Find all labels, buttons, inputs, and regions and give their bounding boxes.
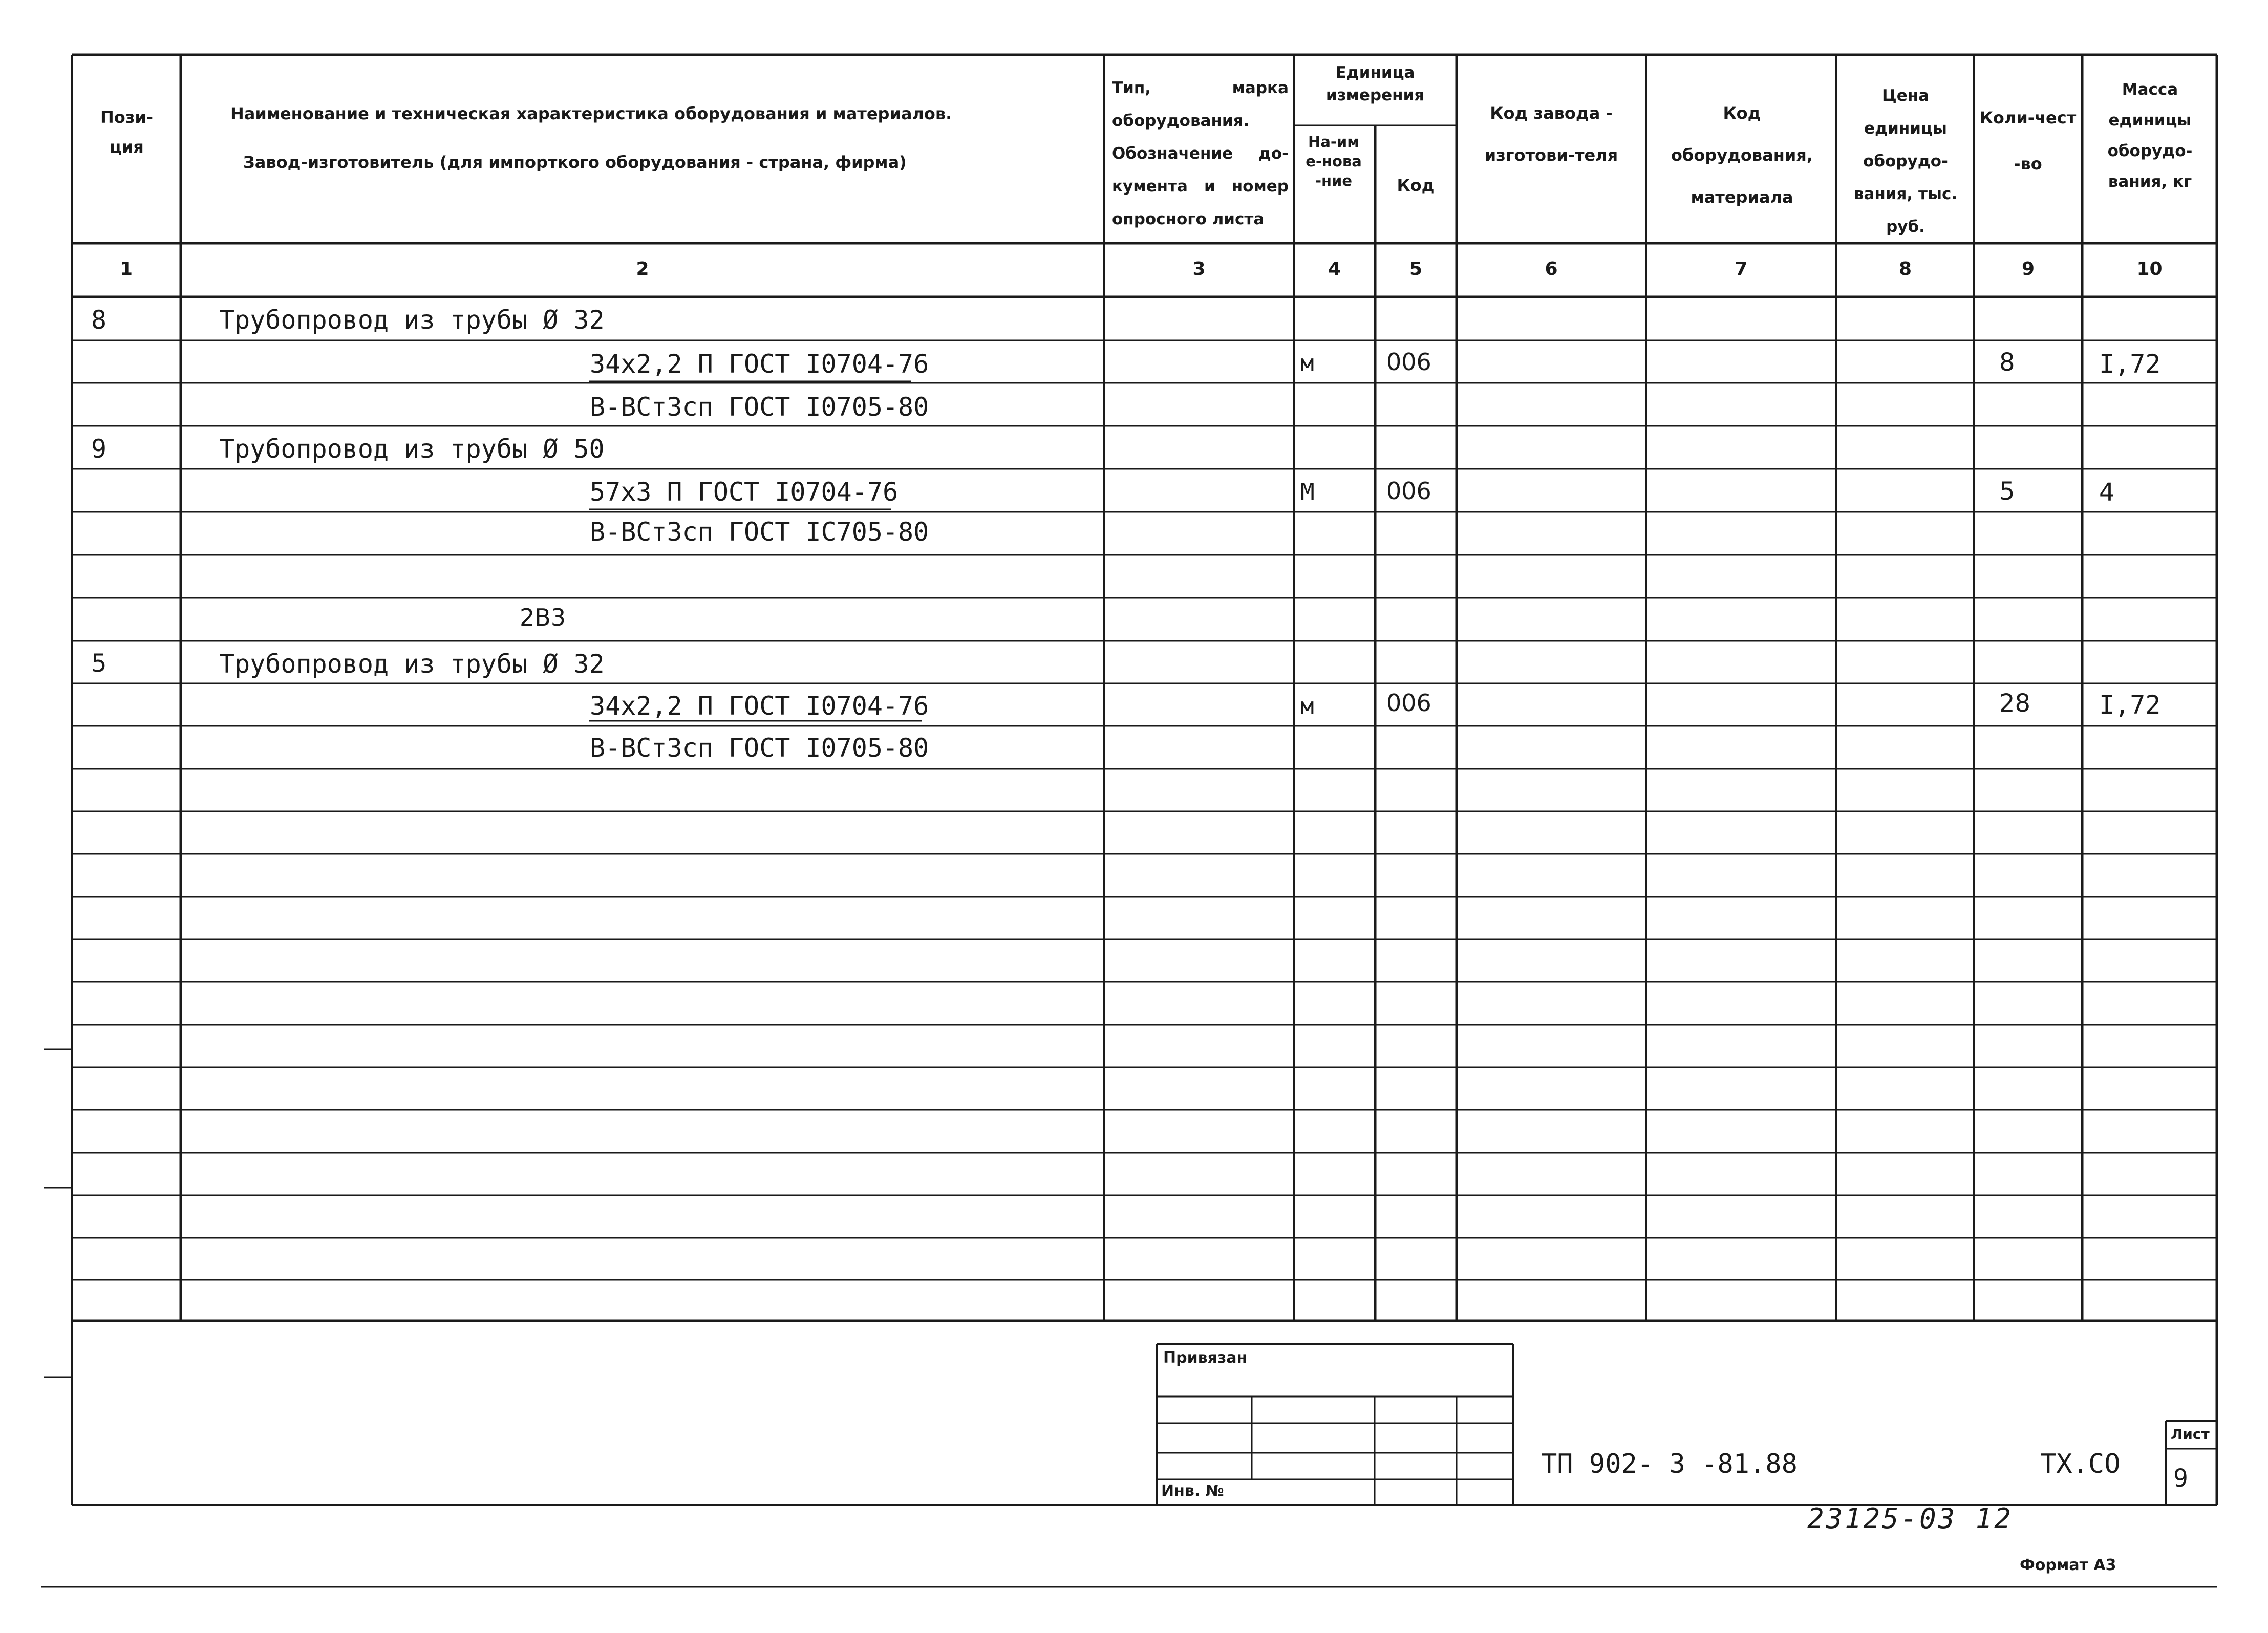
- row-position: 5: [91, 649, 107, 678]
- row-unit: м: [1300, 693, 1314, 719]
- column-number: 1: [119, 259, 133, 280]
- header-unit-mass: Масса единицы оборудо-вания, кг: [2107, 80, 2193, 191]
- document-code: ТП 902- 3 -81.88: [1541, 1449, 1798, 1479]
- column-number: 4: [1328, 259, 1341, 280]
- row-name: Трубопровод из трубы Ø 32: [219, 649, 605, 679]
- header-unit-group: Единица измерения: [1325, 63, 1425, 104]
- column-number: 10: [2136, 259, 2163, 280]
- column-number: 9: [2021, 259, 2035, 280]
- column-number: 7: [1735, 259, 1748, 280]
- header-position: Пози- ция: [100, 108, 154, 157]
- row-unit: М: [1300, 478, 1315, 506]
- row-name: Трубопровод из трубы Ø 32: [219, 305, 605, 335]
- header-factory-code: Код завода - изготови-теля: [1484, 103, 1618, 165]
- row-name: В-ВСт3сп ГОСТ I0705-80: [590, 733, 929, 763]
- header-unit-price: Цена единицы оборудо-вания, тыс. руб.: [1853, 87, 1958, 236]
- header-type-mark: Тип, марка оборудования. Обозначение до-кумента и номер опросного листа: [1112, 79, 1289, 228]
- row-unit: м: [1300, 350, 1314, 376]
- sheet-number: 9: [2173, 1464, 2188, 1493]
- column-number: 5: [1409, 259, 1423, 280]
- header-name-line1: Наименование и техническая характеристика оборудования и материалов.: [230, 104, 952, 123]
- sheet-format: Формат А3: [2020, 1556, 2116, 1574]
- header-unit-code: Код: [1397, 176, 1435, 195]
- row-quantity: 5: [1999, 477, 2015, 506]
- row-code: 006: [1386, 348, 1431, 376]
- row-position: 9: [91, 434, 107, 464]
- row-name: 57x3 П ГОСТ I0704-76: [590, 477, 898, 507]
- document-section: ТХ.СО: [2040, 1449, 2121, 1479]
- row-name: Трубопровод из трубы Ø 50: [219, 434, 605, 464]
- header-quantity: Коли-чест-во: [1979, 108, 2077, 174]
- row-name: В-ВСт3сп ГОСТ IС705-80: [590, 517, 929, 547]
- row-position: 8: [91, 305, 107, 335]
- row-name: В-ВСт3сп ГОСТ I0705-80: [590, 392, 929, 422]
- column-number: 8: [1898, 259, 1912, 280]
- sheet-label: Лист: [2171, 1426, 2210, 1443]
- row-mass: I,72: [2099, 690, 2161, 720]
- header-equipment-code: Код оборудования, материала: [1671, 103, 1813, 207]
- column-number: 3: [1192, 259, 1206, 280]
- row-name: 34x2,2 П ГОСТ I0704-76: [590, 691, 929, 721]
- row-name: 2В3: [520, 604, 566, 631]
- row-name: 34x2,2 П ГОСТ I0704-76: [590, 349, 929, 379]
- stamp-inventory-number: Инв. №: [1161, 1482, 1224, 1500]
- handwritten-archive-number: 23125-03 12: [1807, 1502, 2013, 1535]
- row-quantity: 28: [1999, 689, 2031, 718]
- column-number: 6: [1545, 259, 1558, 280]
- header-name-line2: Завод-изготовитель (для импорткого оборудования - страна, фирма): [243, 153, 907, 172]
- row-code: 006: [1386, 689, 1431, 717]
- row-quantity: 8: [1999, 348, 2015, 377]
- row-code: 006: [1386, 477, 1431, 505]
- header-unit-name: На-име-нова-ние: [1306, 133, 1362, 189]
- row-mass: I,72: [2099, 349, 2161, 379]
- column-number: 2: [636, 259, 649, 280]
- stamp-privyazan: Привязан: [1163, 1349, 1248, 1367]
- row-mass: 4: [2099, 478, 2115, 507]
